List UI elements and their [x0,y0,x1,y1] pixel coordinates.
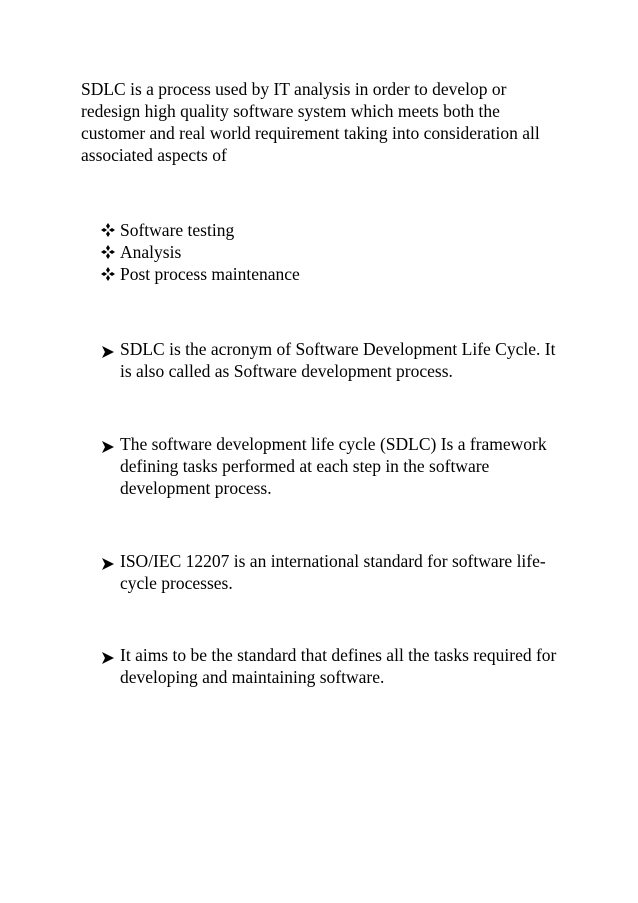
point-text: ISO/IEC 12207 is an international standard for software life-cycle processes. [120,551,546,593]
arrow-bullet-icon [101,554,115,568]
intro-paragraph: SDLC is a process used by IT analysis in order to develop or redesign high quality software system which meets both the customer and real world requirement taking into consideration all associated aspects of [81,79,540,165]
arrow-bullet-icon [101,437,115,451]
aspect-label: Software testing [120,220,235,240]
list-item [101,241,300,263]
list-item [101,263,300,285]
arrow-bullet-icon [101,342,115,356]
aspect-label: Analysis [120,242,182,262]
aspect-label: Post process maintenance [120,264,300,284]
list-item [101,219,300,241]
point-text: SDLC is the acronym of Software Development Life Cycle. It is also called as Software development process. [120,339,556,381]
list-item [101,550,571,594]
list-item [101,433,571,499]
list-item [101,644,571,688]
point-text: The software development life cycle (SDLC) Is a framework defining tasks performed at each step in the software development process. [120,434,547,498]
list-item [101,338,571,382]
diamond-bullet-icon [101,267,115,281]
aspects-list [101,219,300,285]
arrow-bullet-icon [101,648,115,662]
diamond-bullet-icon [101,223,115,237]
diamond-bullet-icon [101,245,115,259]
point-text: It aims to be the standard that defines all the tasks required for developing and maintaining software. [120,645,557,687]
